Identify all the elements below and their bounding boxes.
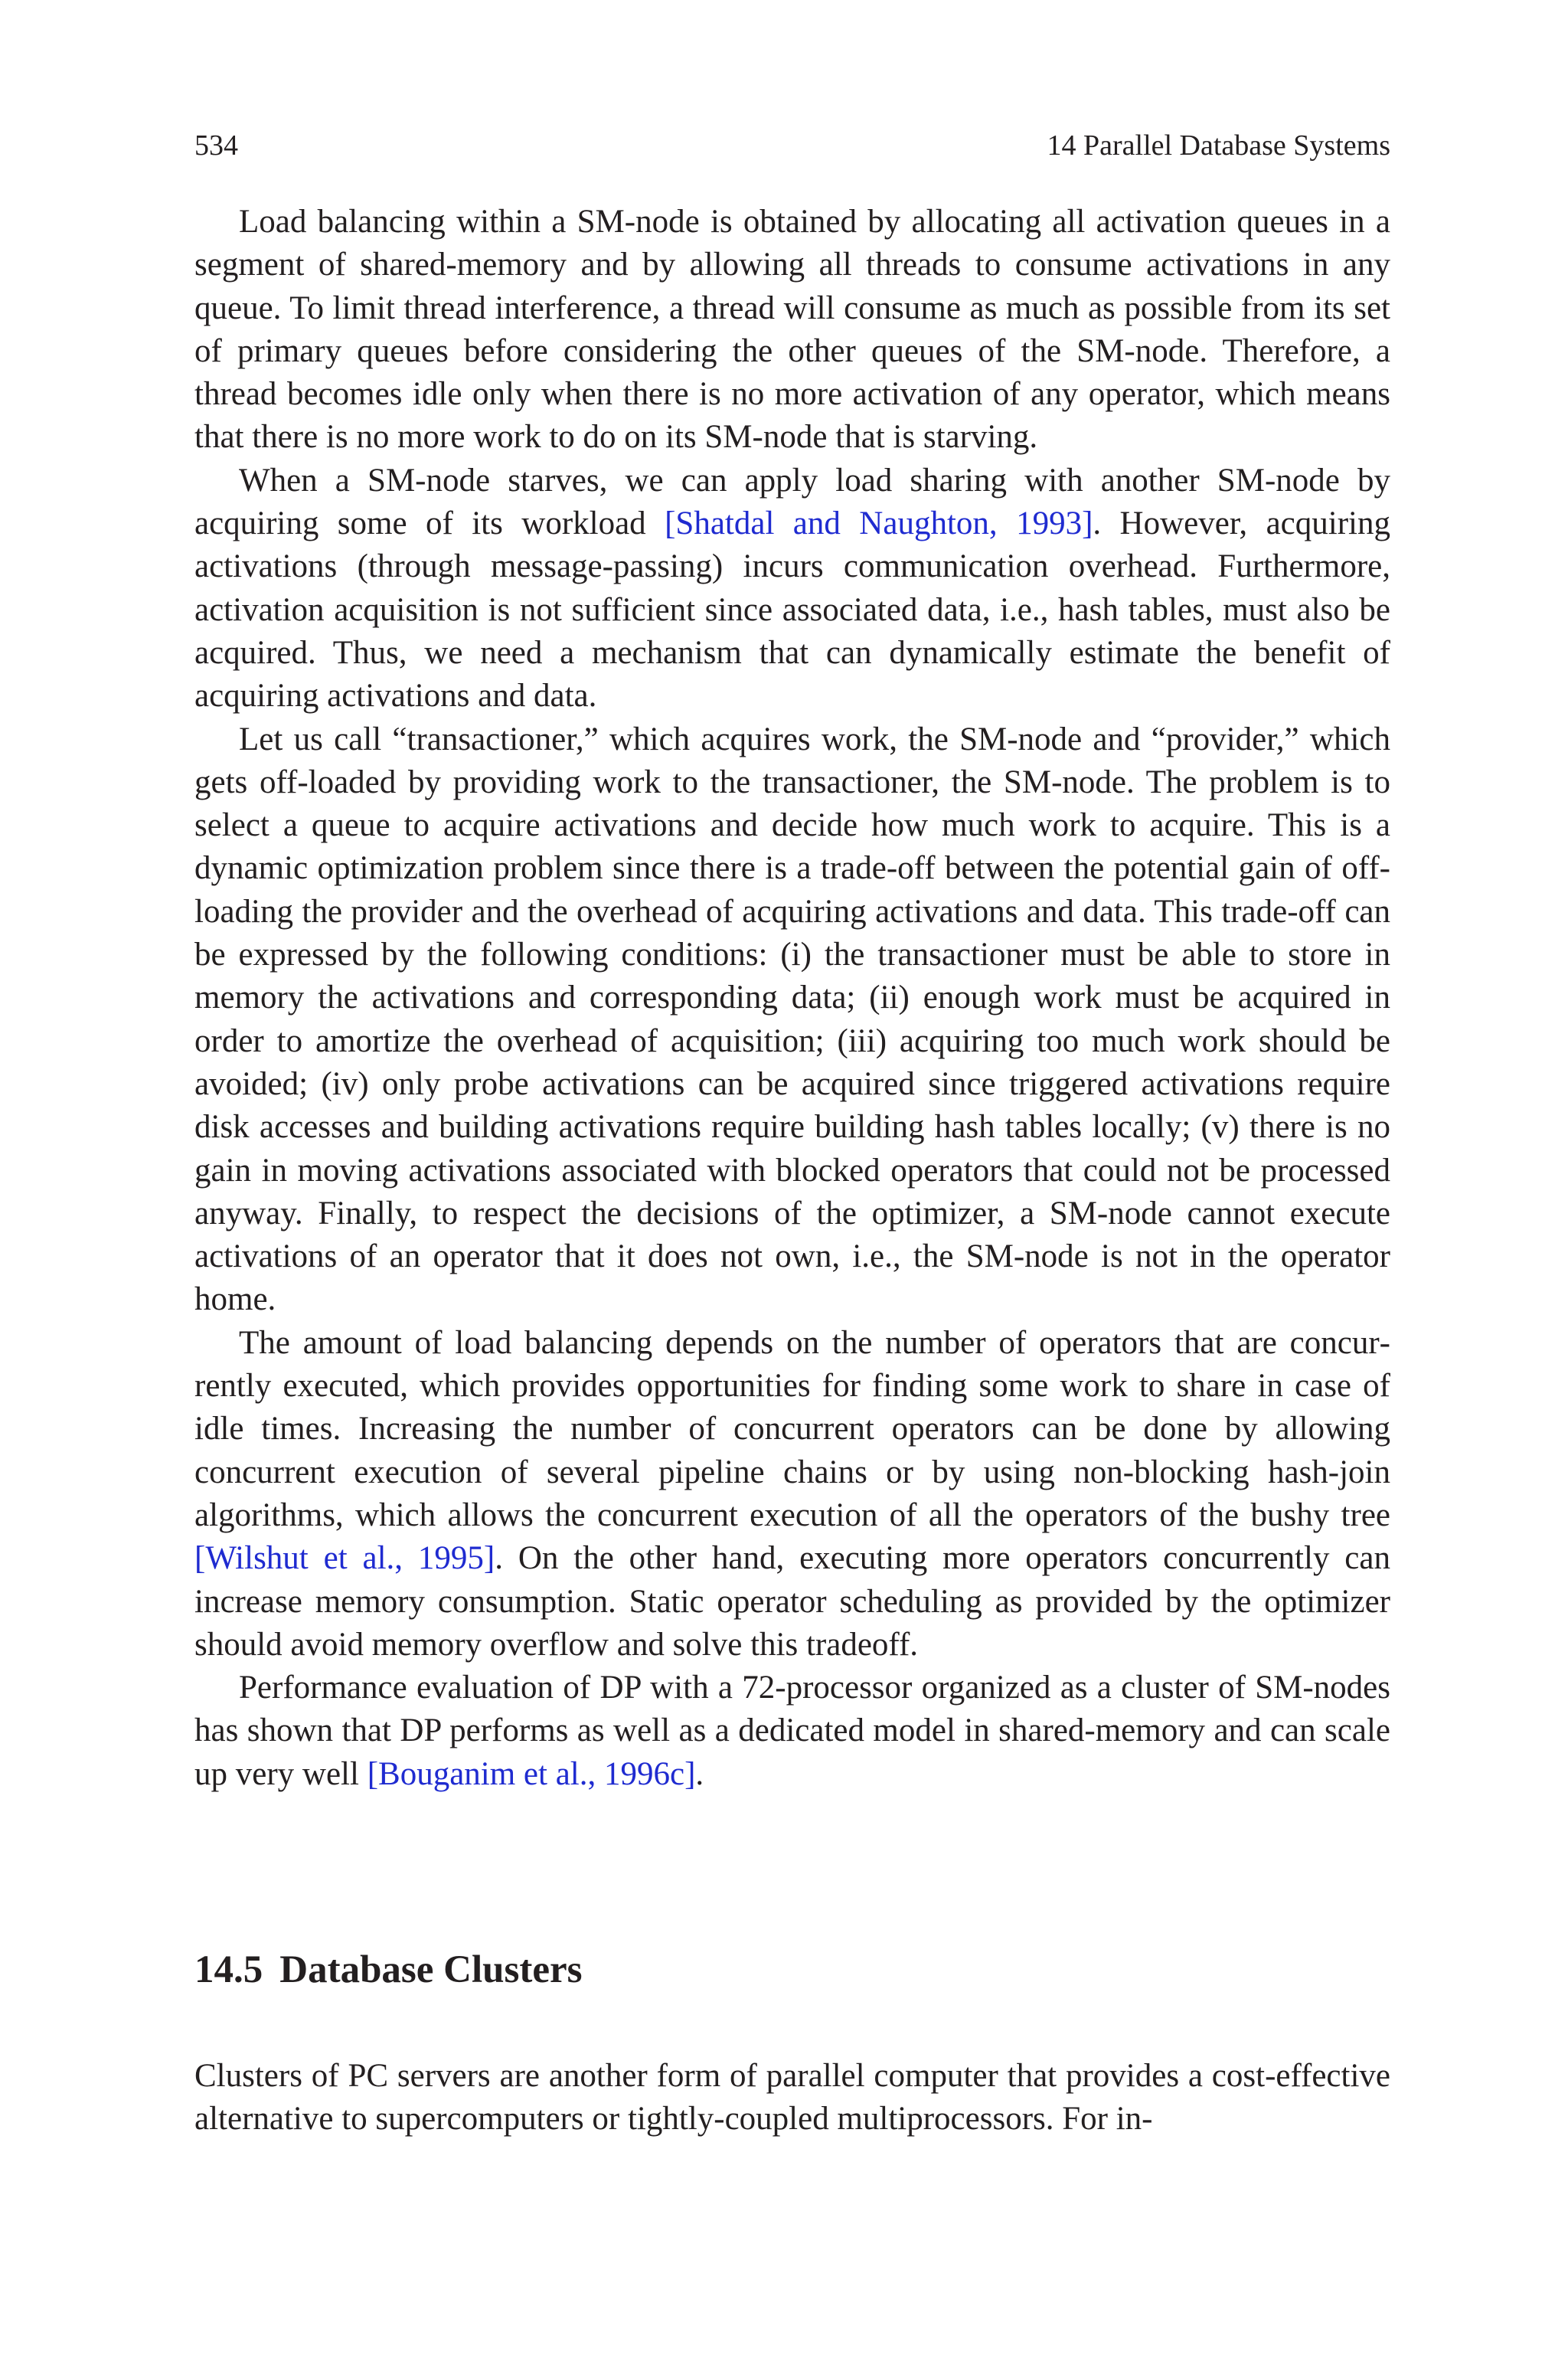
paragraph-load-balancing: Load balancing within a SM-node is obtained by allocating all activation queues in a segment of shared-memory and by allowing all threads to consume activations in any queue. To limit thread interference, a thread will consume as much as possible from its set of primary queues before considering the other queues of the SM-node. Therefore, a thread becomes idle only when there is no more activation of any operator, which means that there is no more work to do on its SM-node that is starving. xyxy=(194,204,1390,456)
citation-link[interactable]: [Wilshut et al., 1995] xyxy=(194,1540,495,1577)
paragraph-text: . xyxy=(695,1755,704,1792)
paragraph-clusters: Clusters of PC servers are another form of parallel computer that provides a cost-effective alternative to supercomputers or tightly-coupled multiprocessors. For in- xyxy=(194,2058,1390,2138)
section-number: 14.5 xyxy=(194,1948,263,1991)
paragraph-text: . However, acquiring activations (through message-passing) incurs communication overhead. Furthermore, activation acquisition is not sufficient since associated data, i.e., hash tables, must also be acquired. Thus, we need a mechanism that can dynamically estimate the benefit of acquiring activations and data. xyxy=(194,505,1390,715)
section-heading xyxy=(194,1947,1390,1993)
paragraph-load-sharing xyxy=(194,460,1390,718)
section-title xyxy=(194,1947,1390,1993)
paragraph-text: When a SM-node starves, we can apply load sharing with another SM-node by acquiring some of its workload xyxy=(194,462,1390,542)
body-text xyxy=(194,201,1390,1796)
citation-link[interactable]: [Bouganim et al., 1996c] xyxy=(367,1755,696,1792)
section-body xyxy=(194,2055,1390,2141)
paragraph-text: The amount of load balancing depends on the number of operators that are concurrently executed, which provides opportunities for finding some work to share in case of idle times. Increasing the number of concurrent operators can be done by allowing concurrent execution of several pipeline chains or by using non-blocking hash-join algorithms, which allows the concurrent execution of all the operators of the bushy tree xyxy=(194,1324,1390,1533)
paragraph-text: . On the other hand, executing more operators concurrently can increase memory consumption. Static operator scheduling as provided by the optimizer should avoid memory overflow and solve this tradeoff. xyxy=(194,1540,1390,1663)
chapter-title: 14 Parallel Database Systems xyxy=(1047,129,1390,162)
section-title-text: Database Clusters xyxy=(279,1948,583,1991)
page-number: 534 xyxy=(194,129,238,162)
paragraph-text: Performance evaluation of DP with a 72-processor organized as a cluster of SM-nodes has shown that DP performs as well as a dedicated model in shared-memory and can scale up very well xyxy=(194,1670,1390,1792)
paragraph-concurrency xyxy=(194,1322,1390,1667)
citation-link[interactable]: [Shatdal and Naughton, 1993] xyxy=(665,505,1093,542)
paragraph-transactioner: Let us call “transactioner,” which acquires work, the SM-node and “provider,” which gets off-loaded by providing work to the transactioner, the SM-node. The problem is to select a queue to acquire activations and decide how much work to acquire. This is a dynamic optimization problem since there is a trade-off between the potential gain of off-loading the provider and the overhead of acquiring activations and data. This trade-off can be expressed by the following conditions: (i) the transactioner must be able to store in memory the activations and corresponding data; (ii) enough work must be acquired in order to amortize the overhead of acquisition; (iii) acquiring too much work should be avoided; (iv) only probe activations can be acquired since triggered activations require disk accesses and building activations require building hash tables locally; (v) there is no gain in moving activations associated with blocked operators that could not be processed anyway. Finally, to respect the decisions of the optimizer, a SM-node cannot execute activations of an operator that it does not own, i.e., the SM-node is not in the operator home. xyxy=(194,721,1390,1318)
paragraph-performance xyxy=(194,1667,1390,1796)
running-head xyxy=(194,127,1390,164)
